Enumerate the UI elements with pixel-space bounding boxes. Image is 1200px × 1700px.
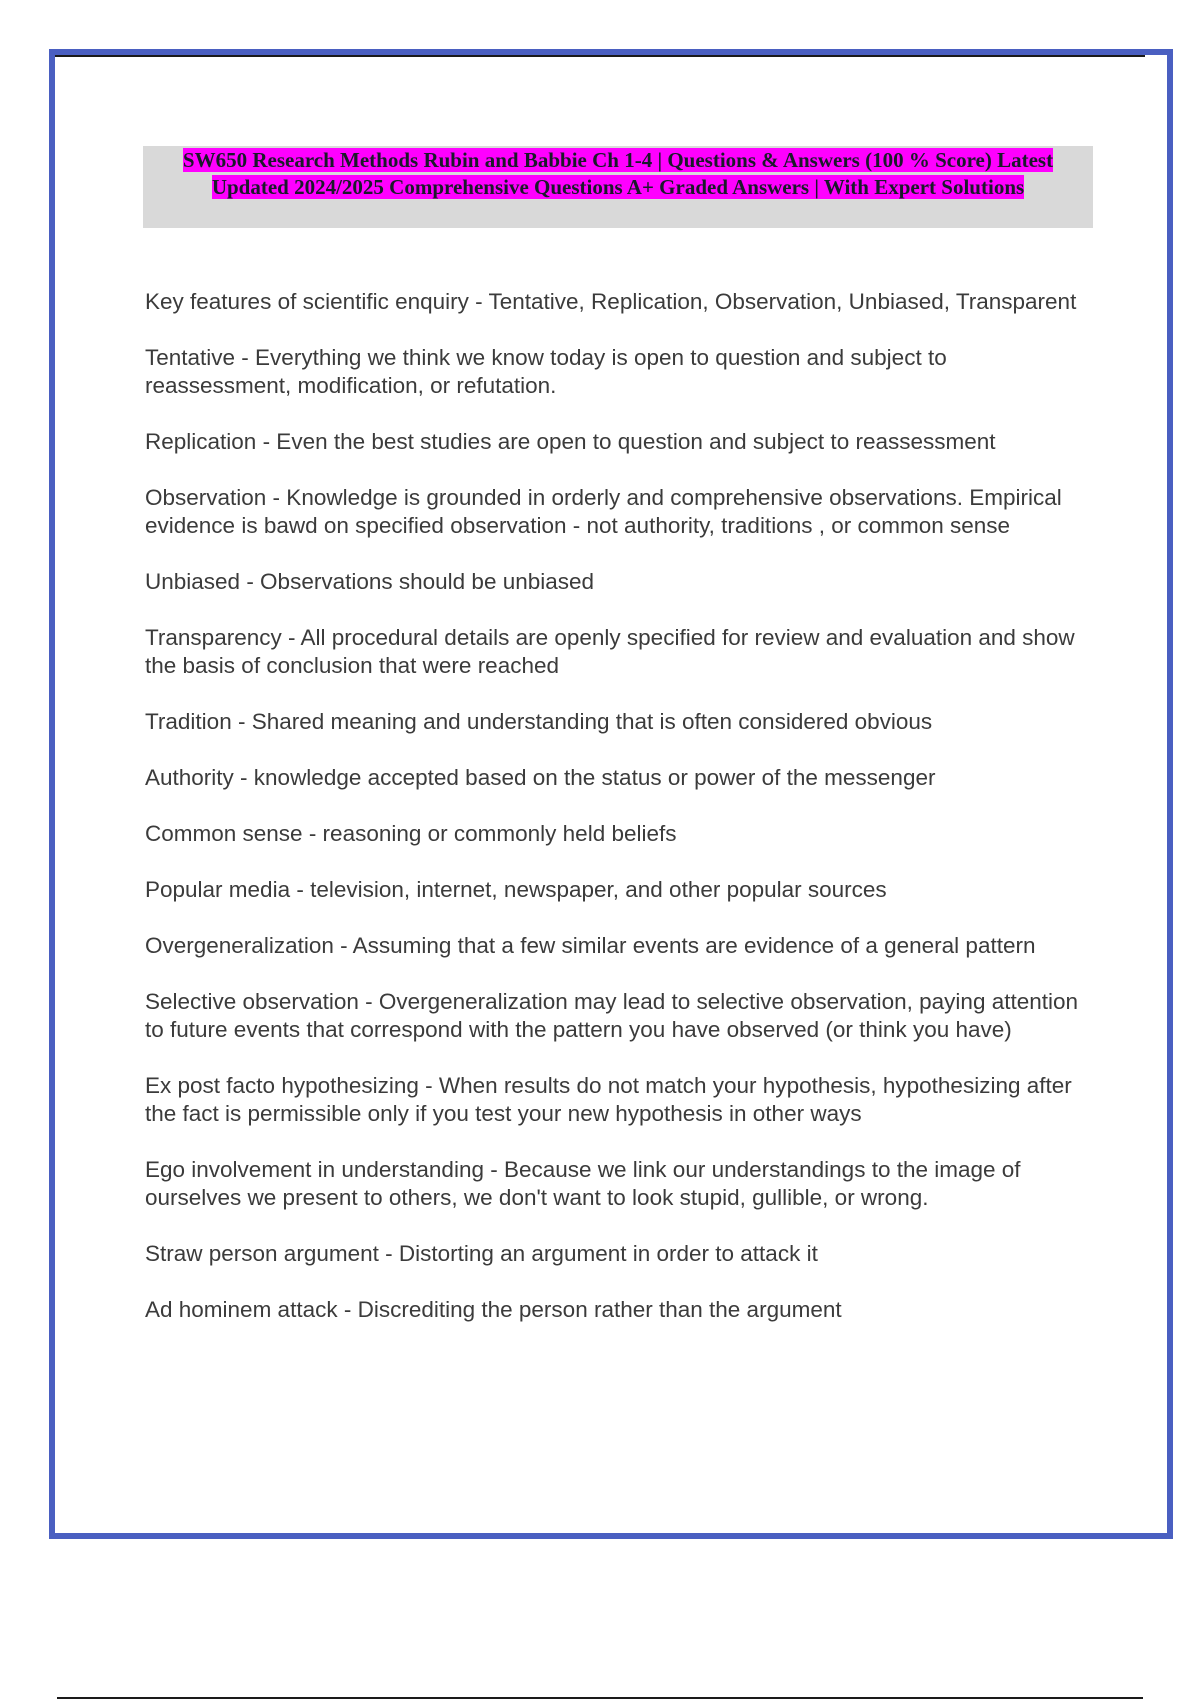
definition-entry: Key features of scientific enquiry - Tentative, Replication, Observation, Unbiased, Transparent — [145, 289, 1077, 314]
definition-entry: Tentative - Everything we think we know today is open to question and subject to reassessment, modification, or refutation. — [145, 345, 947, 398]
definition-entry: Unbiased - Observations should be unbiased — [145, 569, 595, 594]
definition-entry: Authority - knowledge accepted based on the status or power of the messenger — [145, 765, 936, 790]
bottom-divider — [57, 1697, 1143, 1699]
definition-entry: Transparency - All procedural details are openly specified for review and evaluation and show the basis of conclusion that were reached — [145, 625, 1075, 678]
definitions-list — [145, 288, 1095, 1352]
top-divider — [55, 55, 1145, 57]
document-title: SW650 Research Methods Rubin and Babbie Ch 1-4 | Questions & Answers (100 % Score) Latest Updated 2024/2025 Comprehensive Questions A+ Graded Answers | With Expert Solutions — [182, 148, 1054, 199]
definition-entry: Observation - Knowledge is grounded in orderly and comprehensive observations. Empirical evidence is bawd on specified observation - not authority, traditions , or common sense — [145, 485, 1062, 538]
definition-entry: Overgeneralization - Assuming that a few similar events are evidence of a general pattern — [145, 933, 1036, 958]
definition-entry: Ego involvement in understanding - Because we link our understandings to the image of ourselves we present to others, we don't want to look stupid, gullible, or wrong. — [145, 1157, 1021, 1210]
definition-entry: Ex post facto hypothesizing - When results do not match your hypothesis, hypothesizing after the fact is permissible only if you test your new hypothesis in other ways — [145, 1073, 1072, 1126]
document-title-box — [143, 146, 1093, 228]
definition-entry: Straw person argument - Distorting an argument in order to attack it — [145, 1241, 818, 1266]
definition-entry: Popular media - television, internet, newspaper, and other popular sources — [145, 877, 887, 902]
definition-entry: Tradition - Shared meaning and understanding that is often considered obvious — [145, 709, 933, 734]
definition-entry: Common sense - reasoning or commonly held beliefs — [145, 821, 677, 846]
definition-entry: Ad hominem attack - Discrediting the person rather than the argument — [145, 1297, 842, 1322]
definition-entry: Selective observation - Overgeneralization may lead to selective observation, paying attention to future events that correspond with the pattern you have observed (or think you have) — [145, 989, 1079, 1042]
definition-entry: Replication - Even the best studies are open to question and subject to reassessment — [145, 429, 996, 454]
